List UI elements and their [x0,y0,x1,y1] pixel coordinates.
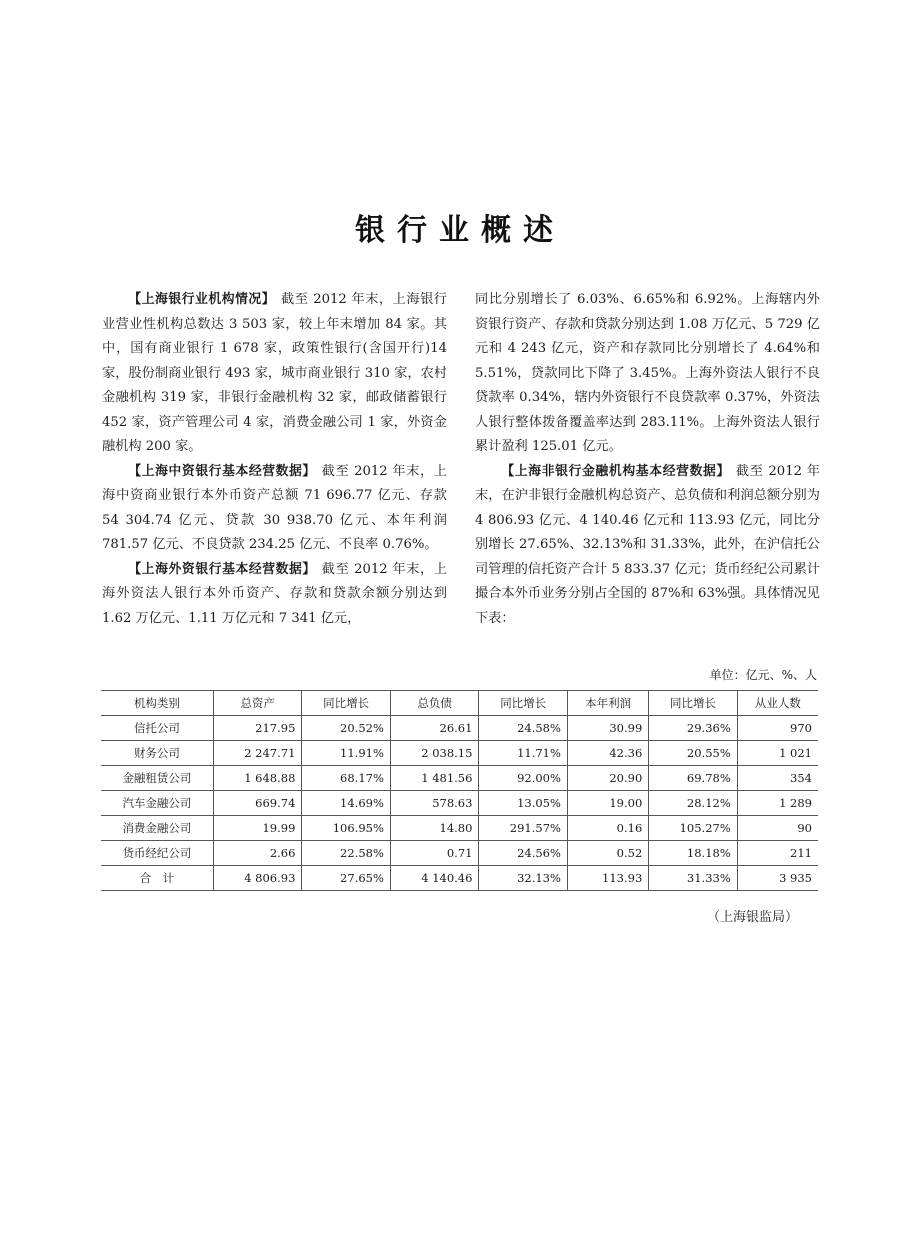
table-cell: 3 935 [737,866,818,891]
text-column-left [102,288,447,631]
table-cell: 19.99 [213,816,302,841]
table-cell: 1 648.88 [213,766,302,791]
table-cell: 4 806.93 [213,866,302,891]
table-cell: 217.95 [213,716,302,741]
table-header-cell: 同比增长 [649,691,737,716]
table-cell: 2 038.15 [390,741,479,766]
section-text-non-bank: 截至 2012 年末，在沪非银行金融机构总资产、总负债和利润总额分别为 4 806.93 亿元、4 140.46 亿元和 113.93 亿元，同比分别增长 27.65%、32.13%和 31.33%，此外，在沪信托公司管理的信托资产合计 5 833.37 亿元；货币经纪公司累计撮合本外币业务分别占全国的 87%和 63%强。具体情况见下表： [475,463,820,626]
table-cell: 4 140.46 [390,866,479,891]
table-header-cell: 本年利润 [567,691,648,716]
table-cell: 信托公司 [101,716,213,741]
section-lead-domestic-banks: 【上海中资银行基本经营数据】 [128,463,316,479]
table-cell: 14.69% [302,791,390,816]
table-cell: 28.12% [649,791,737,816]
table-cell: 24.58% [479,716,567,741]
table-cell: 11.71% [479,741,567,766]
table-header-cell: 机构类别 [101,691,213,716]
table-header-row [101,691,818,716]
table-cell: 29.36% [649,716,737,741]
text-column-right [475,288,820,631]
paragraph-foreign-banks [102,558,447,632]
table-header-cell: 总资产 [213,691,302,716]
table-cell: 42.36 [567,741,648,766]
table-cell: 11.91% [302,741,390,766]
table-cell: 69.78% [649,766,737,791]
paragraph-institutions [102,288,447,460]
table-cell: 669.74 [213,791,302,816]
section-text-institutions: 截至 2012 年末，上海银行业营业性机构总数达 3 503 家，较上年末增加 84 家。其中，国有商业银行 1 678 家，政策性银行(含国开行)14 家，股份制商业银行 493 家，城市商业银行 310 家，农村金融机构 319 家，非银行金融机构 32 家，邮政储蓄银行 452 家，资产管理公司 4 家，消费金融公司 1 家，外资金融机构 200 家。 [102,292,447,454]
table-cell: 106.95% [302,816,390,841]
table-cell: 消费金融公司 [101,816,213,841]
paragraph-foreign-banks-continued: 同比分别增长了 6.03%、6.65%和 6.92%。上海辖内外资银行资产、存款和贷款分别达到 1.08 万亿元、5 729 亿元和 4 243 亿元，资产和存款同比分别增长了 4.64%和 5.51%，贷款同比下降了 3.45%。上海外资法人银行不良贷款率 0.34%，辖内外资银行不良贷款率 0.37%，外资法人银行整体拨备覆盖率达到 283.11%。上海外资法人银行累计盈利 125.01 亿元。 [475,292,820,454]
table-cell: 2.66 [213,841,302,866]
table-row [101,791,818,816]
table-cell: 22.58% [302,841,390,866]
table-row [101,741,818,766]
table-cell: 578.63 [390,791,479,816]
table-cell: 92.00% [479,766,567,791]
table-cell: 32.13% [479,866,567,891]
table-cell: 211 [737,841,818,866]
table-cell: 19.00 [567,791,648,816]
table-total-row [101,866,818,891]
table-cell: 90 [737,816,818,841]
table-row [101,816,818,841]
table-cell: 27.65% [302,866,390,891]
table-cell: 1 021 [737,741,818,766]
table-cell: 合 计 [101,866,213,891]
table-cell: 汽车金融公司 [101,791,213,816]
table-header-cell: 总负债 [390,691,479,716]
table-cell: 18.18% [649,841,737,866]
table-cell: 20.90 [567,766,648,791]
section-text-foreign-banks: 截至 2012 年末，上海外资法人银行本外币资产、存款和贷款余额分别达到 1.62 万亿元、1.11 万亿元和 7 341 亿元， [102,561,447,626]
source-note: （上海银监局） [706,910,798,925]
table-cell: 20.55% [649,741,737,766]
section-lead-foreign-banks: 【上海外资银行基本经营数据】 [128,561,316,577]
paragraph-non-bank [475,460,820,632]
table-header-cell: 同比增长 [479,691,567,716]
table-header-cell: 同比增长 [302,691,390,716]
table-cell: 24.56% [479,841,567,866]
unit-note: 单位：亿元、%、人 [709,668,817,682]
table-row [101,716,818,741]
paragraph-domestic-banks [102,460,447,558]
table-header-cell: 从业人数 [737,691,818,716]
table-cell: 26.61 [390,716,479,741]
table-cell: 财务公司 [101,741,213,766]
table-cell: 113.93 [567,866,648,891]
non-bank-data-table [101,690,818,891]
table-row [101,766,818,791]
section-lead-institutions: 【上海银行业机构情况】 [128,292,276,307]
table-cell: 金融租赁公司 [101,766,213,791]
table-cell: 30.99 [567,716,648,741]
section-lead-non-bank: 【上海非银行金融机构基本经营数据】 [501,463,730,479]
table-cell: 68.17% [302,766,390,791]
table-cell: 1 481.56 [390,766,479,791]
page-title: 银行业概述 [355,213,565,248]
table-cell: 2 247.71 [213,741,302,766]
table-cell: 970 [737,716,818,741]
table-cell: 1 289 [737,791,818,816]
table-cell: 291.57% [479,816,567,841]
table-cell: 0.52 [567,841,648,866]
table-cell: 0.16 [567,816,648,841]
table-cell: 354 [737,766,818,791]
table-row [101,841,818,866]
table-cell: 货币经纪公司 [101,841,213,866]
table-cell: 20.52% [302,716,390,741]
table-cell: 105.27% [649,816,737,841]
section-text-domestic-banks: 截至 2012 年末，上海中资商业银行本外币资产总额 71 696.77 亿元、存款 54 304.74 亿元、贷款 30 938.70 亿元、本年利润 781.57 亿元、不良贷款 234.25 亿元、不良率 0.76%。 [102,463,447,552]
table-cell: 14.80 [390,816,479,841]
table-cell: 0.71 [390,841,479,866]
table-cell: 13.05% [479,791,567,816]
table-cell: 31.33% [649,866,737,891]
